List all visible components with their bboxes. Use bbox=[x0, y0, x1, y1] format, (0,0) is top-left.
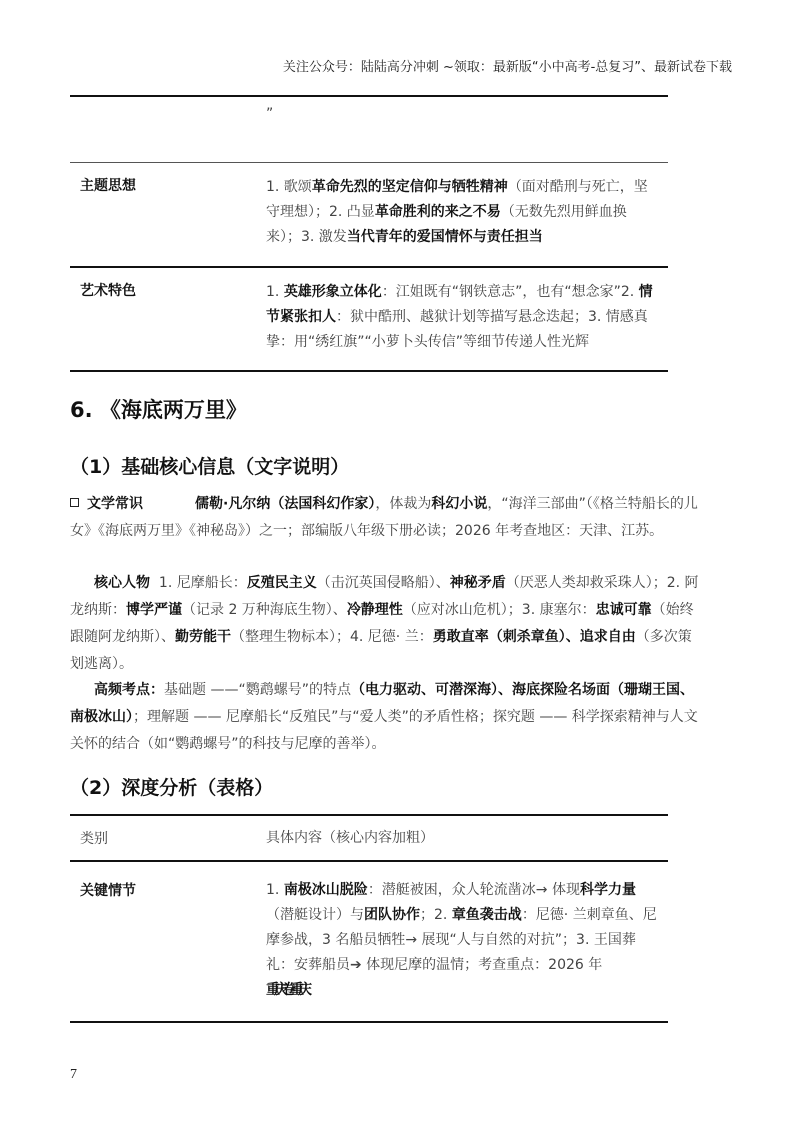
column-header-content: 具体内容（核心内容加粗） bbox=[266, 815, 668, 861]
literary-knowledge-paragraph: 文学常识 儒勒·凡尔纳（法国科幻作家），体裁为科幻小说，“海洋三部曲”（《格兰特船长的儿女》《海底两万里》《神秘岛》）之一；部编版八年级下册必读；2026 年考查地区：天津、江苏。 bbox=[70, 496, 698, 539]
page-number: 7 bbox=[70, 1067, 77, 1082]
core-characters-paragraph: 核心人物 1. 尼摩船长：反殖民主义（击沉英国侵略船）、神秘矛盾（厌恶人类却救采珠人）；2. 阿龙纳斯：博学严谨（记录 2 万种海底生物）、冷静理性（应对冰山危机）；3. 康塞尔：忠诚可靠（始终跟随阿龙纳斯）、勤劳能干（整理生物标本）；4. 尼德· 兰：勇敢直率（刺杀章鱼）、追求自由（多次策划逃离）。 bbox=[70, 575, 699, 672]
table-row bbox=[70, 267, 668, 371]
core-characters-label: 核心人物 bbox=[94, 575, 150, 591]
literary-knowledge-label: 文学常识 bbox=[87, 496, 143, 512]
subsection-title-basic-info: （1）基础核心信息（文字说明） bbox=[70, 456, 350, 478]
theme-label: 主题思想 bbox=[70, 163, 266, 268]
art-feature-content: 1. 英雄形象立体化：江姐既有“钢铁意志”，也有“想念家”2. 情节紧张扣人：狱中酷刑、越狱计划等描写悬念迭起；3. 情感真挚：用“绣红旗”“小萝卜头传信”等细节传递人性光辉 bbox=[266, 267, 668, 371]
table-row bbox=[70, 163, 668, 268]
key-exam-points-label: 高频考点： bbox=[94, 682, 164, 698]
table-header-row bbox=[70, 815, 668, 861]
garbled-overprint-text: 重庆卷重庆 bbox=[266, 982, 306, 998]
theme-content: 1. 歌颂革命先烈的坚定信仰与牺牲精神（面对酷刑与死亡，坚守理想）；2. 凸显革命胜利的来之不易（无数先烈用鲜血换来）；3. 激发当代青年的爱国情怀与责任担当 bbox=[266, 163, 668, 268]
art-feature-label: 艺术特色 bbox=[70, 267, 266, 371]
deep-analysis-table bbox=[70, 814, 668, 1023]
page-header: 关注公众号：陆陆高分冲刺 ~领取：最新版“小中高考-总复习”、最新试卷下载 bbox=[282, 60, 732, 75]
checkbox-icon bbox=[70, 498, 79, 507]
key-plot-content: 1. 南极冰山脱险：潜艇被困，众人轮流凿冰→ 体现科学力量（潜艇设计）与团队协作；2. 章鱼袭击战：尼德· 兰刺章鱼、尼摩参战，3 名船员牺牲→ 展现“人与自然的对抗”；3. 王国葬礼：安葬船员➔ 体现尼摩的温情；考查重点：2026 年 重庆卷重庆 bbox=[266, 861, 668, 1022]
key-plot-label: 关键情节 bbox=[70, 861, 266, 1022]
table-row bbox=[70, 96, 668, 163]
section-title: 6. 《海底两万里》 bbox=[70, 398, 247, 422]
table-cell-label bbox=[70, 96, 266, 163]
novel-table-hongyan bbox=[70, 95, 668, 372]
table-cell-content: ” bbox=[266, 96, 668, 163]
subsection-title-deep-analysis: （2）深度分析（表格） bbox=[70, 777, 274, 799]
column-header-category: 类别 bbox=[70, 815, 266, 861]
table-row bbox=[70, 861, 668, 1022]
key-exam-points-paragraph: 高频考点：基础题 ——“鹦鹉螺号”的特点（电力驱动、可潜深海）、海底探险名场面（珊瑚王国、南极冰山）；理解题 —— 尼摩船长“反殖民”与“爱人类”的矛盾性格；探究题 —— 科学探索精神与人文关怀的结合（如“鹦鹉螺号”的科技与尼摩的善举）。 bbox=[70, 682, 698, 752]
